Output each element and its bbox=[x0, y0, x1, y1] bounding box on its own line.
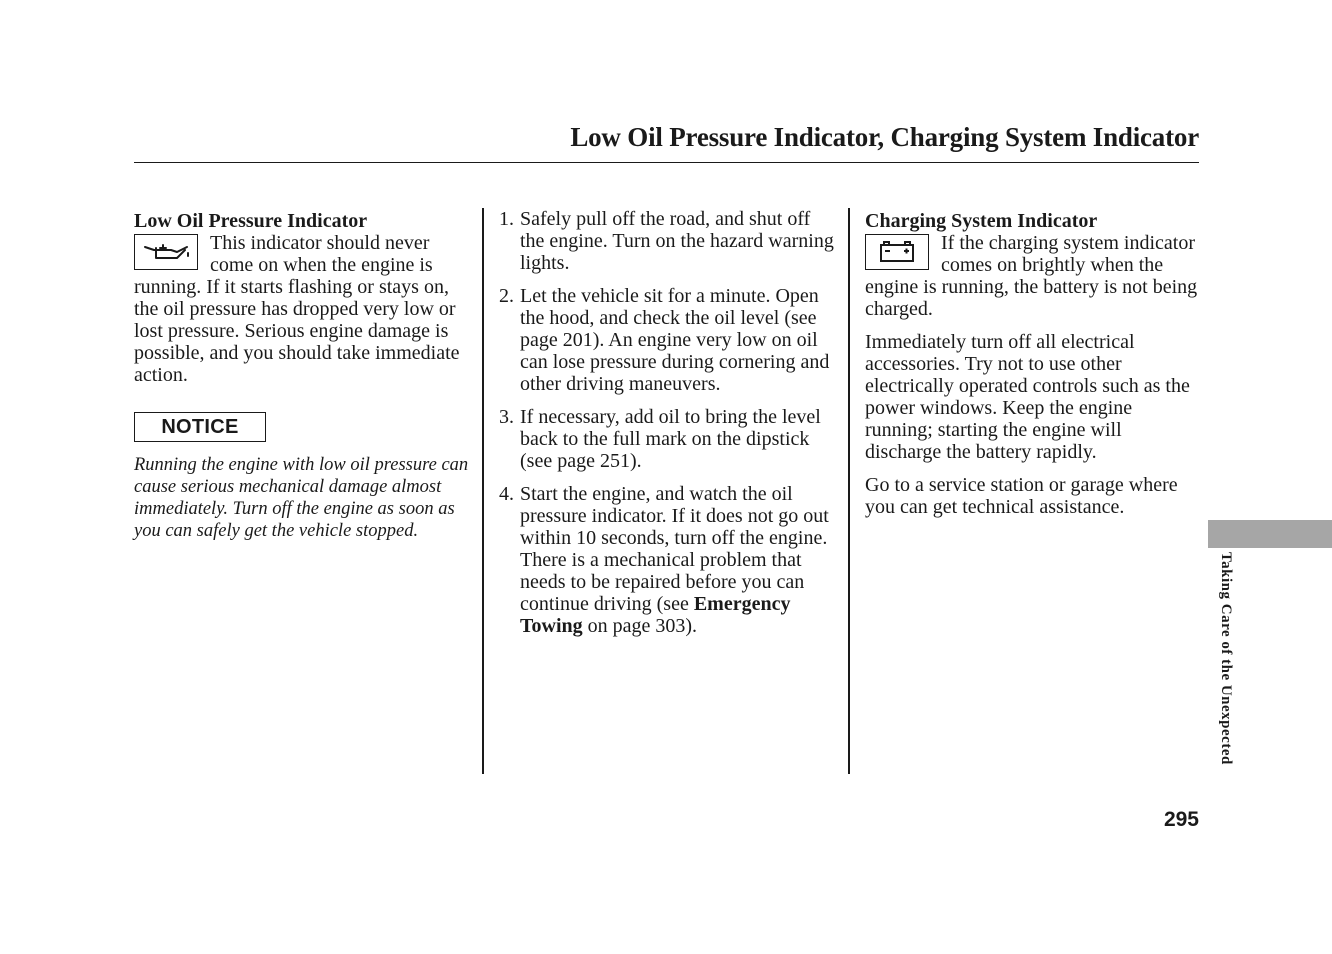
charging-system-paragraph: Immediately turn off all electrical accessories. Try not to use other electrically operated controls such as the power windows. Keep the engine running; starting the engine will discharge the battery rapidly. bbox=[865, 331, 1190, 463]
step-text: Safely pull off the road, and shut off the engine. Turn on the hazard warning lights. bbox=[520, 208, 834, 274]
section-tab-label: Taking Care of the Unexpected bbox=[1218, 552, 1234, 765]
steps-list bbox=[499, 208, 835, 637]
charging-system-body: If the charging system indicator comes on brightly when the engine is running, the battery is not being charged. bbox=[865, 232, 1198, 320]
column-low-oil-pressure bbox=[134, 208, 470, 542]
column-steps bbox=[499, 208, 835, 648]
step-text: Let the vehicle sit for a minute. Open the hood, and check the oil level (see page 201). An engine very low on oil can lose pressure during cornering and other driving maneuvers. bbox=[520, 285, 830, 395]
column-charging-system bbox=[865, 208, 1199, 529]
page-number: 295 bbox=[1163, 808, 1199, 831]
step-text-end: on page 303). bbox=[582, 615, 698, 637]
section-heading-low-oil-pressure: Low Oil Pressure Indicator bbox=[134, 210, 368, 232]
list-item bbox=[499, 285, 835, 395]
emergency-towing-reference: Emergency Towing bbox=[520, 593, 791, 637]
low-oil-pressure-body: This indicator should never come on when the engine is running. If it starts flashing or stays on, the oil pressure has dropped very low or lost pressure. Serious engine damage is possible, and you should take immediate action. bbox=[134, 232, 460, 386]
page-title: Low Oil Pressure Indicator, Charging System Indicator bbox=[570, 122, 1199, 152]
column-divider bbox=[482, 208, 484, 774]
column-divider bbox=[848, 208, 850, 774]
list-item bbox=[499, 483, 835, 637]
battery-icon bbox=[865, 234, 929, 270]
step-text: Start the engine, and watch the oil pressure indicator. If it does not go out within 10 seconds, turn off the engine. There is a mechanical problem that needs to be repaired before you can continue driving (see bbox=[520, 483, 829, 615]
section-tab-marker bbox=[1208, 520, 1332, 548]
low-oil-pressure-description bbox=[134, 232, 470, 386]
list-item bbox=[499, 406, 835, 472]
step-number: 1. bbox=[499, 208, 514, 230]
step-number: 3. bbox=[499, 406, 514, 428]
step-number: 4. bbox=[499, 483, 514, 505]
notice-label: NOTICE bbox=[134, 412, 266, 442]
step-number: 2. bbox=[499, 285, 514, 307]
section-heading-charging-system: Charging System Indicator bbox=[865, 210, 1098, 232]
title-divider bbox=[134, 162, 1199, 163]
list-item bbox=[499, 208, 835, 274]
charging-system-paragraph: Go to a service station or garage where you can get technical assistance. bbox=[865, 474, 1178, 518]
oil-can-icon bbox=[134, 234, 198, 270]
step-text: If necessary, add oil to bring the level back to the full mark on the dipstick (see page 251). bbox=[520, 406, 821, 472]
charging-system-description bbox=[865, 232, 1199, 320]
notice-text: Running the engine with low oil pressure can cause serious mechanical damage almost immediately. Turn off the engine as soon as you can safely get the vehicle stopped. bbox=[134, 455, 469, 541]
